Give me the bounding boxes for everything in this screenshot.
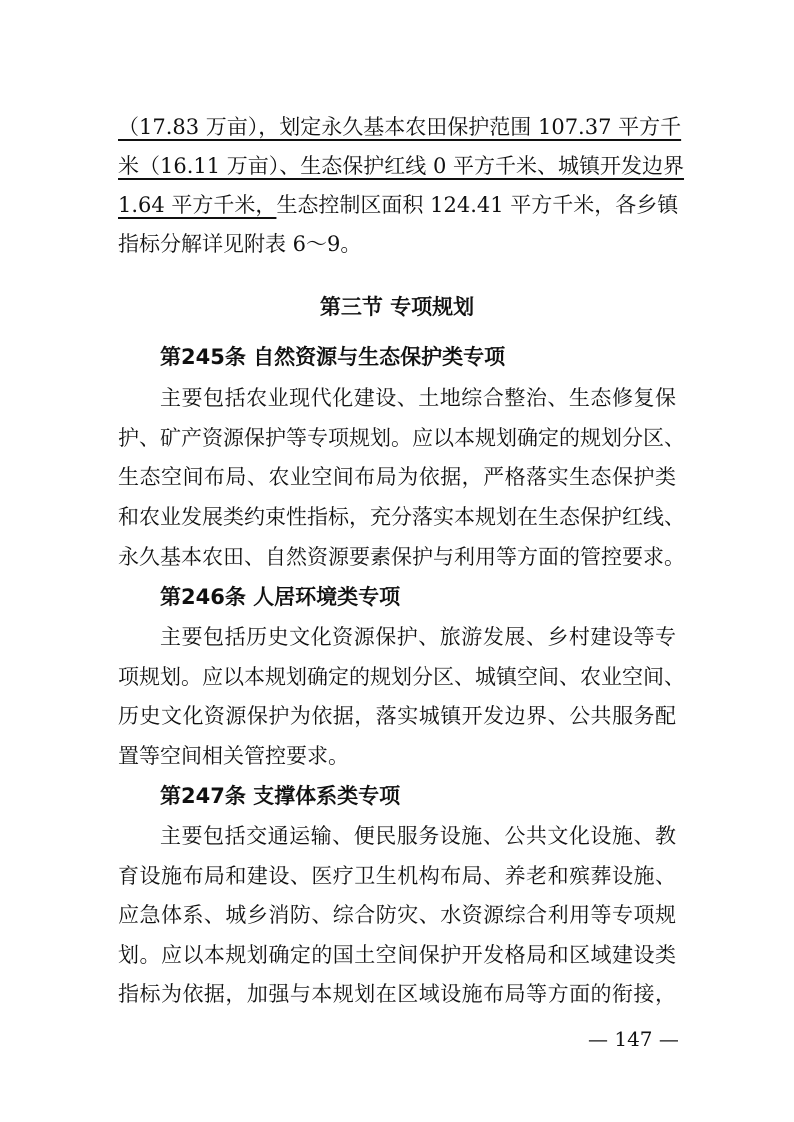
text-line: 主要包括农业现代化建设、土地综合整治、生态修复保 xyxy=(160,386,676,410)
text: 生态控制区面积 124.41 平方千米，各乡镇 xyxy=(276,193,679,217)
text-line: 历史文化资源保护为依据，落实城镇开发边界、公共服务配 xyxy=(118,704,676,728)
text-line: 指标分解详见附表 6～9。 xyxy=(118,232,362,256)
text-line: 护、矿产资源保护等专项规划。应以本规划确定的规划分区、 xyxy=(118,426,685,450)
text-line: （17.83 万亩），划定永久基本农田保护范围 107.37 平方千 xyxy=(118,115,682,139)
text-line: 置等空间相关管控要求。 xyxy=(118,744,349,768)
text-line: 育设施布局和建设、医疗卫生机构布局、养老和殡葬设施、 xyxy=(118,864,676,888)
page-number: — 147 — xyxy=(588,1027,679,1051)
text-line: 生态空间布局、农业空间布局为依据，严格落实生态保护类 xyxy=(118,465,676,489)
text-line: 划。应以本规划确定的国土空间保护开发格局和区域建设类 xyxy=(118,943,676,967)
text-line: 永久基本农田、自然资源要素保护与利用等方面的管控要求。 xyxy=(118,545,685,569)
section-title: 第三节 专项规划 xyxy=(319,295,475,319)
text-line: 项规划。应以本规划确定的规划分区、城镇空间、农业空间、 xyxy=(118,665,685,689)
article-heading: 第245条 自然资源与生态保护类专项 xyxy=(160,345,506,369)
article-heading: 第247条 支撑体系类专项 xyxy=(160,784,401,808)
underlined-text: 1.64 平方千米， xyxy=(118,193,277,217)
text-line: 指标为依据，加强与本规划在区域设施布局等方面的衔接， xyxy=(118,982,676,1006)
text-line: 主要包括历史文化资源保护、旅游发展、乡村建设等专 xyxy=(160,625,676,649)
text-line: 米（16.11 万亩）、生态保护红线 0 平方千米、城镇开发边界 xyxy=(118,154,685,178)
text-line: 主要包括交通运输、便民服务设施、公共文化设施、教 xyxy=(160,824,676,848)
text-line xyxy=(118,191,679,219)
article-heading: 第246条 人居环境类专项 xyxy=(160,585,401,609)
text-line: 应急体系、城乡消防、综合防灾、水资源综合利用等专项规 xyxy=(118,903,676,927)
text-line: 和农业发展类约束性指标，充分落实本规划在生态保护红线、 xyxy=(118,505,685,529)
